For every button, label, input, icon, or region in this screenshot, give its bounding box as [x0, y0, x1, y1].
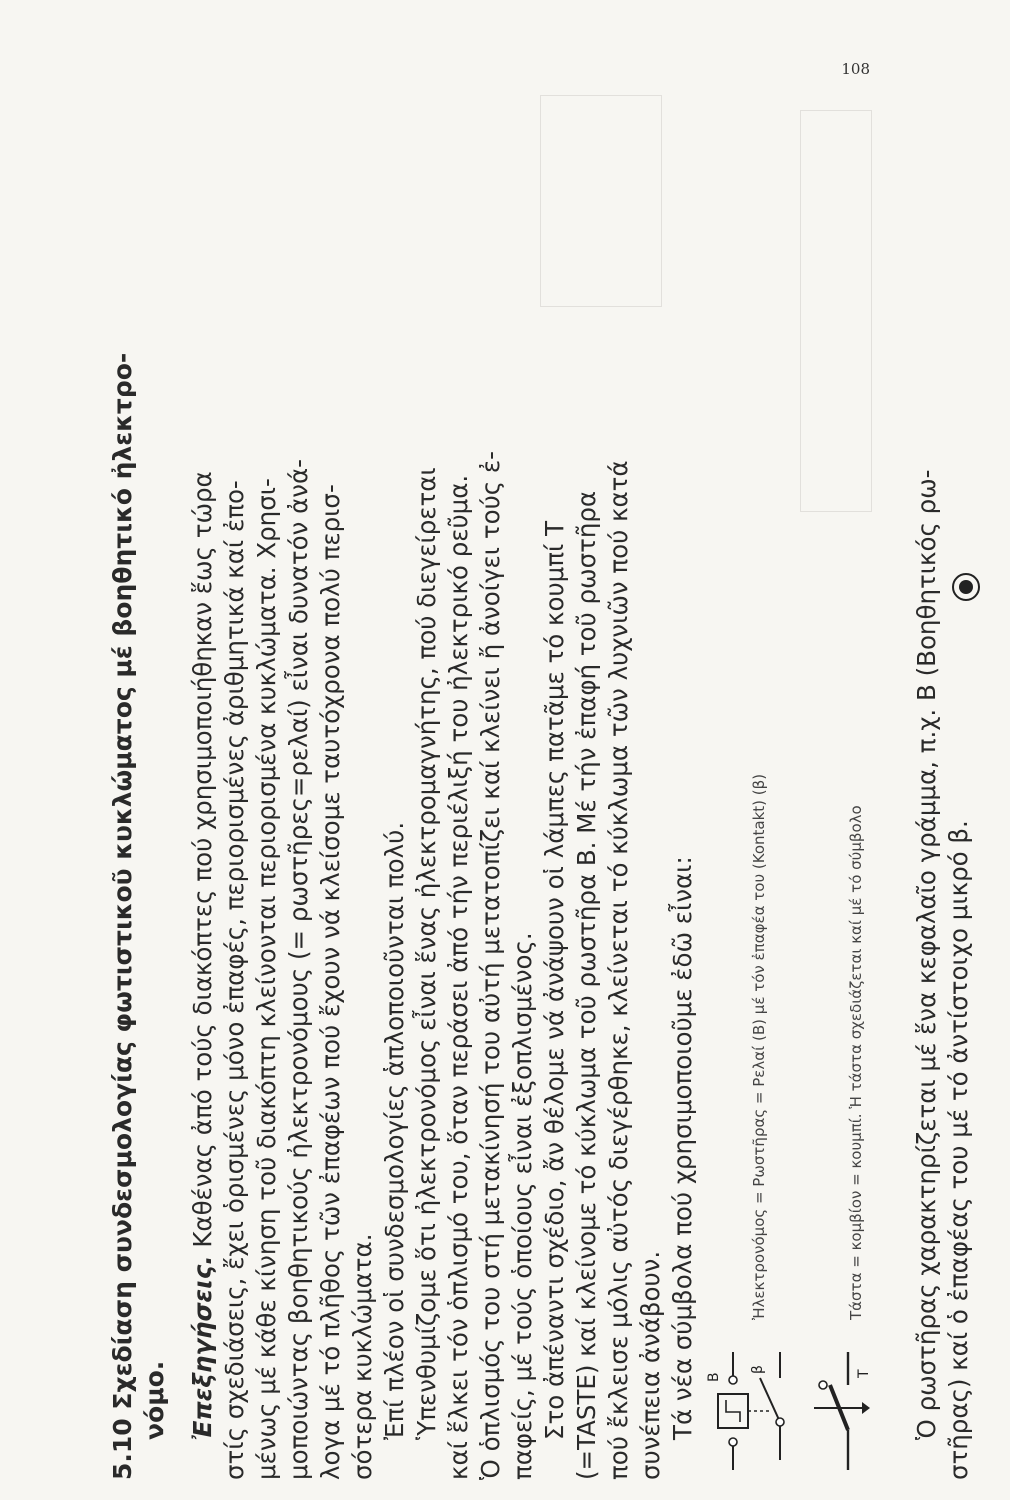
button-legend: Τάστα = κομβίον = κουμπί. Ἡ τάστα σχεδιάζεται καί μέ τό σύμβολο — [847, 805, 865, 1320]
section-title-continued: νόμο. — [140, 1360, 169, 1440]
rotated-page-footer — [912, 469, 992, 1480]
paragraph-line: συνέπεια ἀνάβουν. — [636, 1250, 665, 1480]
paragraph-line: στῆρας) καί ὁ ἐπαφέας του μέ τό ἀντίστοιχο μικρό β. — [944, 820, 973, 1480]
bleed-through-frame — [540, 95, 662, 307]
paragraph-line: Ὁ ρωστῆρας χαρακτηρίζεται μέ ἕνα κεφαλαῖο γράμμα, π.χ. Β (Βοηθητικός ρω- — [912, 469, 941, 1440]
relay-upper-label: Β — [706, 1372, 722, 1382]
bleed-through-frame — [800, 110, 872, 512]
paragraph-line — [188, 471, 218, 1440]
relay-contact-icon — [708, 1350, 798, 1470]
page-number: 108 — [841, 60, 870, 78]
paragraph-line: σότερα κυκλώματα. — [348, 1233, 377, 1480]
paragraph-line: πού ἔκλεισε μόλις αὐτός διεγέρθηκε, κλείνεται τό κύκλωμα τῶν λυχνιῶν πού κατά — [604, 460, 633, 1480]
paragraph-line: Ὁ ὁπλισμός του στή μετακίνησή του αὐτή μετατοπίζει καί κλείνει ἤ ἀνοίγει τούς ἐ- — [476, 451, 505, 1480]
paragraph-text: Καθένας ἀπό τούς διακόπτες πού χρησιμοποιήθηκαν ἕως τώρα — [188, 471, 217, 1256]
rotated-page-content — [108, 352, 888, 1480]
push-button-icon — [808, 1350, 878, 1470]
paragraph-line: Τά νέα σύμβολα πού χρησιμοποιοῦμε ἐδῶ εἶναι: — [668, 856, 697, 1440]
paragraph-line: Ἐπί πλέον οἱ συνδεσμολογίες ἁπλοποιοῦνται πολύ. — [380, 821, 409, 1440]
paragraph-line: μένως μέ κάθε κίνηση τοῦ διακόπτη κλείνονται περιορισμένα κυκλώματα. Χρησι- — [252, 478, 281, 1480]
paragraph-lead: Ἐπεξηγήσεις. — [188, 1255, 217, 1440]
relay-lower-label: β — [750, 1365, 766, 1374]
button-label: Τ — [856, 1369, 872, 1378]
paragraph-line: μοποιώντας βοηθητικούς ἠλεκτρονόμους (= ρωστῆρες=ρελαί) εἶναι δυνατόν ἀνά- — [284, 459, 313, 1480]
paragraph-line: Στο ἀπέναντι σχέδιο, ἄν θέλομε νά ἀνάψουν οἱ λάμπες πατᾶμε τό κουμπί Τ — [540, 520, 569, 1440]
paragraph-line: (=TASTE) καί κλείνομε τό κύκλωμα τοῦ ρωστῆρα Β. Μέ τήν ἐπαφή τοῦ ρωστῆρα — [572, 490, 601, 1480]
relay-legend: Ἠλεκτρονόμος = Ρωστῆρας = Ρελαί (Β) μέ τόν ἐπαφέα του (Kontakt) (β) — [750, 773, 768, 1320]
paragraph-line: παφείς, μέ τούς ὁποίους εἶναι ἐξοπλισμένος. — [508, 932, 537, 1480]
section-title: 5.10 Σχεδίαση συνδεσμολογίας φωτιστικοῦ κυκλώματος μέ βοηθητικό ἠλεκτρο- — [108, 352, 137, 1480]
paragraph-line: στίς σχεδιάσεις, ἔχει ὁρισμένες μόνο ἐπαφές, περιορισμένες ἀριθμητικά καί ἐπο- — [220, 480, 249, 1480]
paragraph-line: λογα μέ τό πλῆθος τῶν ἐπαφέων πού ἔχουν νά κλείσομε ταυτόχρονα πολύ περισ- — [316, 484, 345, 1480]
paragraph-line: Ὑπενθυμίζομε ὅτι ἠλεκτρονόμος εἶναι ἕνας ἠλεκτρομαγνήτης, πού διεγείρεται — [412, 467, 441, 1440]
paragraph-line: καί ἕλκει τόν ὁπλισμό του, ὅταν περάσει ἀπό τήν περιέλιξή του ἠλεκτρικό ρεῦμα. — [444, 474, 473, 1480]
